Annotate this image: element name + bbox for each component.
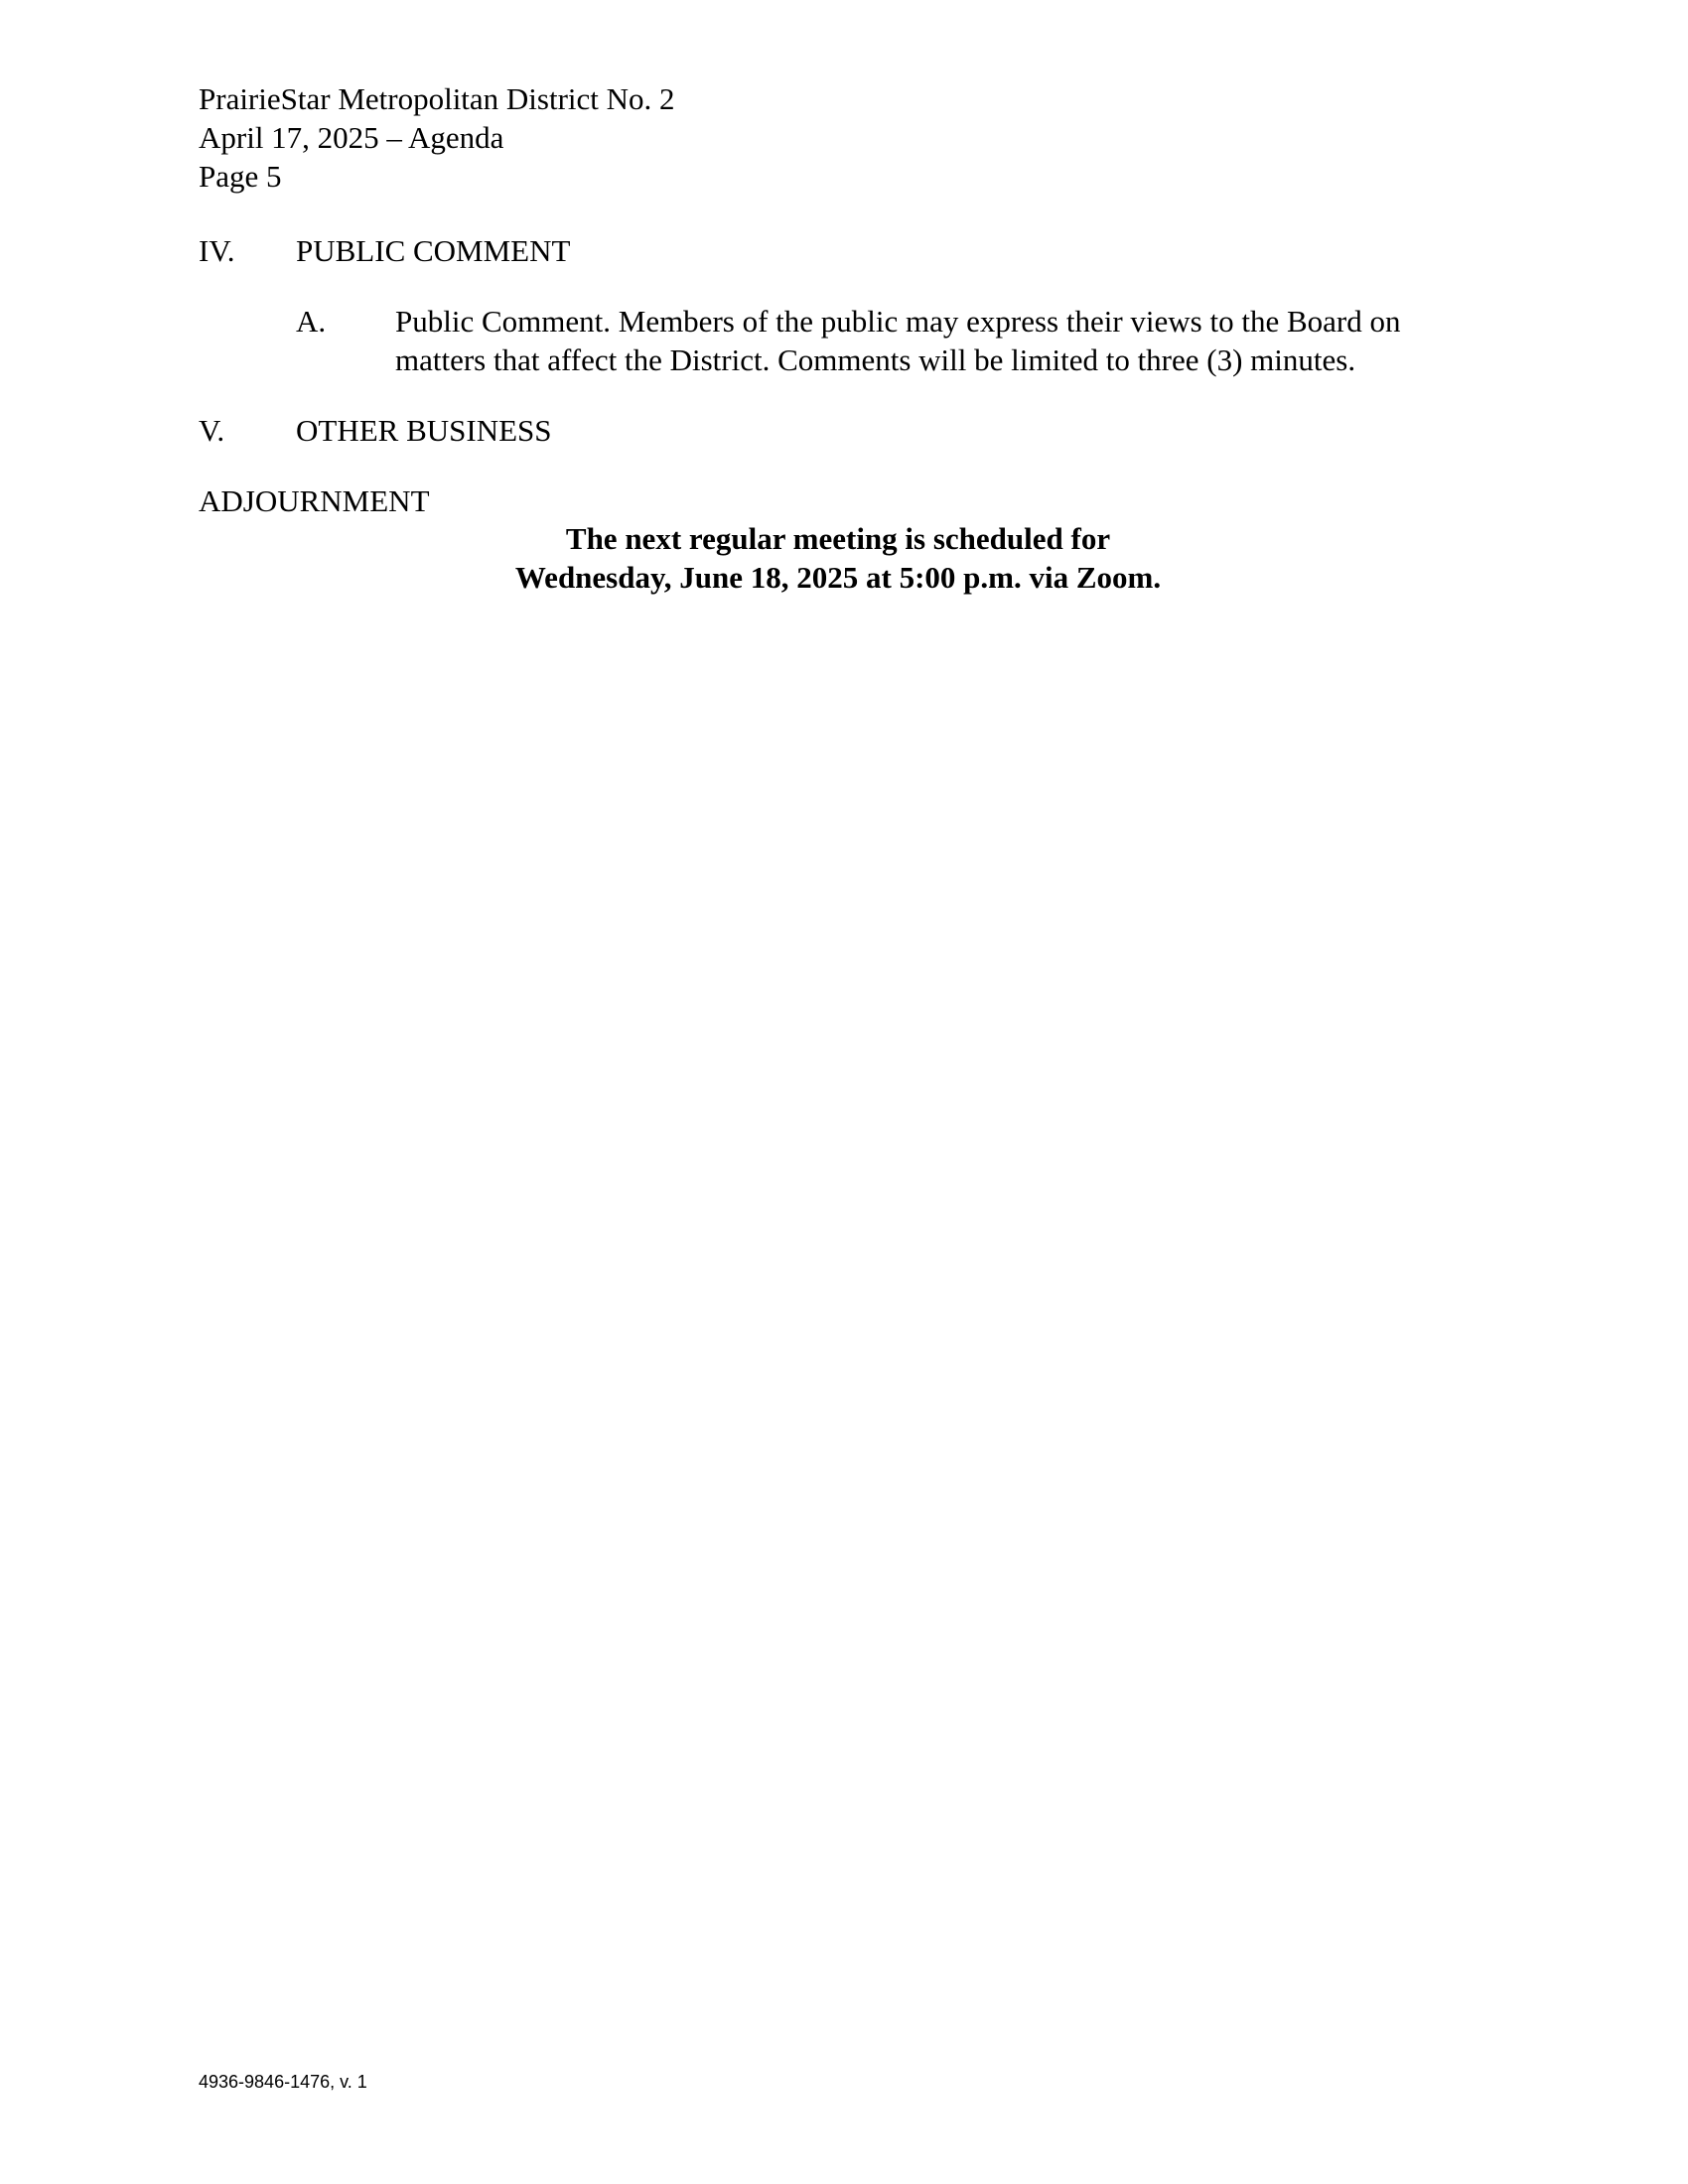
item-letter: A.: [296, 304, 327, 339]
next-meeting-notice: [0, 519, 1688, 597]
header-page-number: Page 5: [199, 159, 282, 194]
section-title: OTHER BUSINESS: [296, 413, 552, 448]
section-number: IV.: [199, 233, 235, 268]
item-text-line-2: matters that affect the District. Comments will be limited to three (3) minutes.: [395, 342, 1356, 377]
section-number: V.: [199, 413, 225, 448]
next-meeting-line-2: Wednesday, June 18, 2025 at 5:00 p.m. via Zoom.: [514, 560, 1162, 595]
item-text: [395, 302, 1487, 379]
section-title: PUBLIC COMMENT: [296, 233, 571, 268]
page-header: [199, 79, 675, 196]
item-text-line-1: Public Comment. Members of the public may express their views to the Board on: [395, 304, 1401, 339]
document-id-footer: 4936-9846-1476, v. 1: [199, 2072, 367, 2092]
header-district-name: PrairieStar Metropolitan District No. 2: [199, 81, 675, 116]
section-adjournment: ADJOURNMENT: [199, 483, 430, 518]
header-date-agenda: April 17, 2025 – Agenda: [199, 120, 504, 155]
next-meeting-line-1: The next regular meeting is scheduled for: [565, 521, 1111, 556]
